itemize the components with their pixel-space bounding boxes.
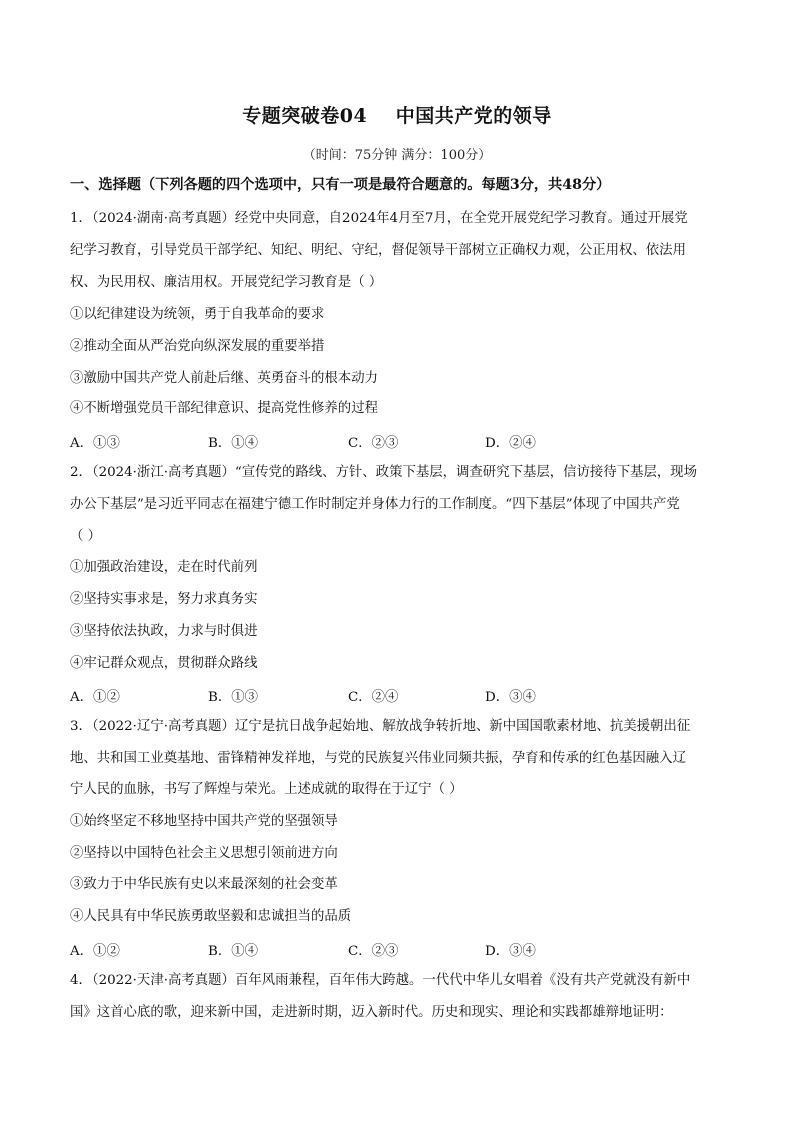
exam-time-score: （时间：75分钟 满分：100分）: [302, 148, 492, 163]
question-2-statement-2: ②坚持实事求是，努力求真务实: [70, 592, 258, 607]
question-1-statement-3: ③激励中国共产党人前赴后继、英勇奋斗的根本动力: [70, 371, 378, 386]
question-2-line-3: （ ）: [70, 529, 102, 544]
question-4-line-2: 国》这首心底的歌，迎来新中国，走进新时期，迈入新时代。历史和现实、理论和实践都雄辩地证明：: [70, 1005, 673, 1020]
question-2-options: [70, 686, 730, 704]
option-b[interactable]: B．①④: [208, 436, 259, 451]
question-3-line-1: 3．（2022·辽宁·高考真题）辽宁是抗日战争起始地、解放战争转折地、新中国国歌素材地、抗美援朝出征: [70, 719, 691, 734]
option-a[interactable]: A．①③: [70, 436, 120, 451]
question-3-statement-4: ④人民具有中华民族勇敢坚毅和忠诚担当的品质: [70, 909, 352, 924]
option-b[interactable]: B．①④: [208, 944, 259, 959]
question-3-statement-3: ③致力于中华民族有史以来最深刻的社会变革: [70, 877, 338, 892]
option-c[interactable]: C．②③: [348, 944, 399, 959]
question-3-line-3: 宁人民的血脉，书写了辉煌与荣光。上述成就的取得在于辽宁（ ）: [70, 782, 463, 797]
page-title: 专题突破卷04 中国共产党的领导: [242, 105, 552, 127]
option-c[interactable]: C．②③: [348, 436, 399, 451]
question-1-statement-2: ②推动全面从严治党向纵深发展的重要举措: [70, 339, 325, 354]
question-1-options: [70, 432, 730, 450]
section-heading: 一、选择题（下列各题的四个选项中，只有一项是最符合题意的。每题3分，共48分）: [70, 177, 611, 193]
option-b[interactable]: B．①③: [208, 690, 259, 705]
question-3-statement-2: ②坚持以中国特色社会主义思想引领前进方向: [70, 846, 338, 861]
question-2-statement-1: ①加强政治建设，走在时代前列: [70, 560, 258, 575]
question-2-statement-3: ③坚持依法执政，力求与时俱进: [70, 624, 258, 639]
question-3-line-2: 地、共和国工业奠基地、雷锋精神发祥地，与党的民族复兴伟业同频共振，孕育和传承的红色基因融入辽: [70, 751, 686, 766]
option-d[interactable]: D．③④: [485, 944, 536, 959]
question-1-statement-1: ①以纪律建设为统领，勇于自我革命的要求: [70, 307, 325, 322]
question-1-line-3: 权、为民用权、廉洁用权。开展党纪学习教育是（ ）: [70, 275, 383, 290]
question-1-statement-4: ④不断增强党员干部纪律意识、提高党性修养的过程: [70, 401, 378, 416]
question-3-statement-1: ①始终坚定不移地坚持中国共产党的坚强领导: [70, 814, 338, 829]
question-1-line-2: 纪学习教育，引导党员干部学纪、知纪、明纪、守纪，督促领导干部树立正确权力观，公正用权、依法用: [70, 243, 686, 258]
option-c[interactable]: C．②④: [348, 690, 399, 705]
question-2-statement-4: ④牢记群众观点，贯彻群众路线: [70, 656, 258, 671]
option-a[interactable]: A．①②: [70, 690, 120, 705]
question-4-line-1: 4．（2022·天津·高考真题）百年风雨兼程，百年伟大跨越。一代代中华儿女唱着《没有共产党就没有新中: [70, 973, 691, 988]
option-d[interactable]: D．②④: [485, 436, 536, 451]
question-3-options: [70, 940, 730, 958]
question-2-line-2: 办公下基层”是习近平同志在福建宁德工作时制定并身体力行的工作制度。“四下基层”体现了中国共产党: [70, 497, 680, 512]
option-d[interactable]: D．③④: [485, 690, 536, 705]
option-a[interactable]: A．①②: [70, 944, 120, 959]
question-2-line-1: 2．（2024·浙江·高考真题）“宣传党的路线、方针、政策下基层，调查研究下基层，信访接待下基层，现场: [70, 465, 698, 480]
question-1-line-1: 1．（2024·湖南·高考真题）经党中央同意，自2024年4月至7月，在全党开展党纪学习教育。通过开展党: [70, 211, 688, 226]
